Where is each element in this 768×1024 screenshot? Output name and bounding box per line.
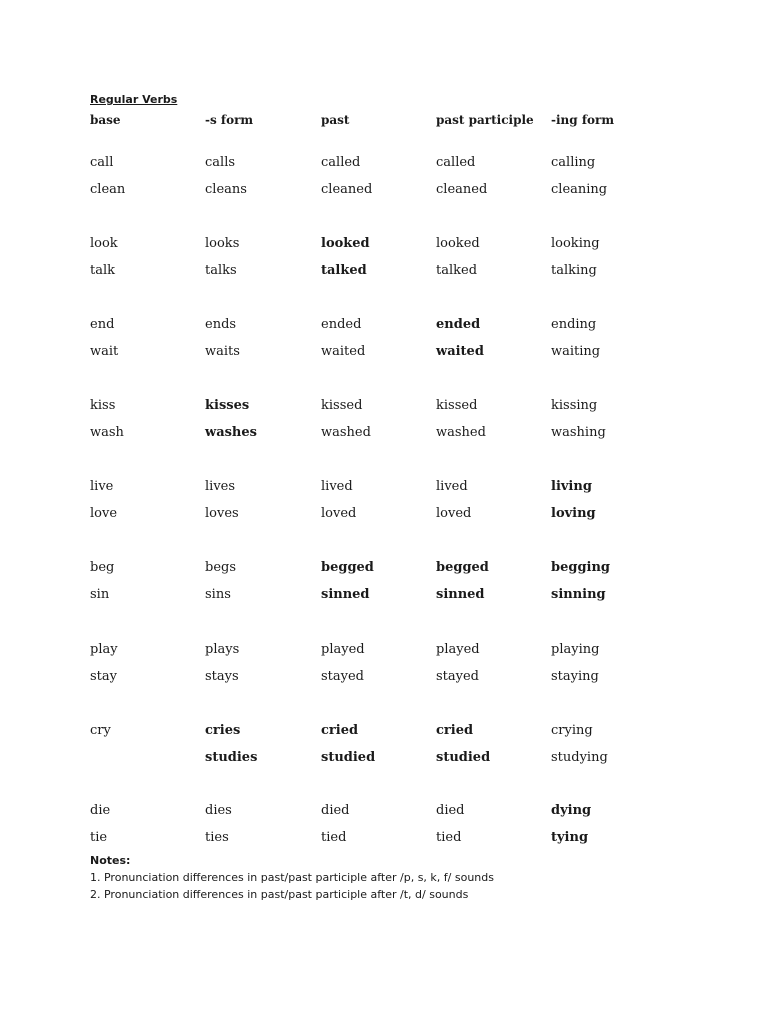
cell-ing-form: living <box>551 479 592 494</box>
cell-ing-form: begging <box>551 560 611 575</box>
cell-ing-form: playing <box>551 642 600 657</box>
cell-past: called <box>321 155 361 170</box>
cell-past-participle: tied <box>436 830 462 845</box>
cell-past-participle: cried <box>436 723 474 738</box>
cell-base: wait <box>90 344 119 359</box>
cell-past: sinned <box>321 587 370 602</box>
cell-past: loved <box>321 506 357 521</box>
cell-past-participle: sinned <box>436 587 485 602</box>
cell-ing-form: dying <box>551 803 592 818</box>
cell-past-participle: studied <box>436 750 491 765</box>
cell-s-form: loves <box>205 506 239 521</box>
cell-past: washed <box>321 425 371 440</box>
notes-section <box>90 852 494 903</box>
cell-past-participle: ended <box>436 317 481 332</box>
cell-base: clean <box>90 182 126 197</box>
cell-base: cry <box>90 723 111 738</box>
notes-heading: Notes: <box>90 854 131 867</box>
note-item: 1. Pronunciation differences in past/past participle after /p, s, k, f/ sounds <box>90 871 494 884</box>
cell-s-form: washes <box>205 425 257 440</box>
cell-s-form: lives <box>205 479 236 494</box>
cell-s-form: kisses <box>205 398 250 413</box>
cell-ing-form: cleaning <box>551 182 608 197</box>
cell-base: kiss <box>90 398 116 413</box>
cell-past-participle: waited <box>436 344 484 359</box>
cell-past-participle: begged <box>436 560 489 575</box>
cell-base: play <box>90 642 118 657</box>
column-header-base: base <box>90 113 121 127</box>
cell-past-participle: played <box>436 642 480 657</box>
cell-past-participle: talked <box>436 263 478 278</box>
cell-s-form: ends <box>205 317 237 332</box>
column-header-past-participle: past participle <box>436 113 534 127</box>
cell-ing-form: tying <box>551 830 589 845</box>
cell-past: begged <box>321 560 374 575</box>
cell-base: die <box>90 803 111 818</box>
cell-past-participle: cleaned <box>436 182 488 197</box>
cell-past-participle: kissed <box>436 398 478 413</box>
cell-past: tied <box>321 830 347 845</box>
cell-ing-form: waiting <box>551 344 601 359</box>
cell-ing-form: loving <box>551 506 596 521</box>
cell-ing-form: staying <box>551 669 599 684</box>
column-header-s-form: -s form <box>205 113 254 127</box>
cell-ing-form: calling <box>551 155 596 170</box>
note-item: 2. Pronunciation differences in past/past participle after /t, d/ sounds <box>90 888 469 901</box>
column-header-past: past <box>321 113 350 127</box>
cell-past: talked <box>321 263 367 278</box>
cell-s-form: cleans <box>205 182 247 197</box>
page-title: Regular Verbs <box>90 93 178 106</box>
cell-past: cried <box>321 723 359 738</box>
cell-ing-form: kissing <box>551 398 598 413</box>
cell-s-form: stays <box>205 669 239 684</box>
cell-past: played <box>321 642 365 657</box>
cell-past: waited <box>321 344 366 359</box>
cell-past: kissed <box>321 398 363 413</box>
cell-base: live <box>90 479 114 494</box>
cell-s-form: begs <box>205 560 237 575</box>
cell-ing-form: looking <box>551 236 600 251</box>
cell-s-form: waits <box>205 344 240 359</box>
cell-s-form: ties <box>205 830 229 845</box>
cell-s-form: plays <box>205 642 240 657</box>
cell-s-form: sins <box>205 587 231 602</box>
cell-base: look <box>90 236 118 251</box>
cell-past-participle: stayed <box>436 669 480 684</box>
cell-ing-form: studying <box>551 750 608 765</box>
cell-s-form: dies <box>205 803 232 818</box>
cell-s-form: calls <box>205 155 236 170</box>
cell-past-participle: loved <box>436 506 472 521</box>
cell-ing-form: talking <box>551 263 597 278</box>
cell-base: stay <box>90 669 117 684</box>
cell-base: tie <box>90 830 108 845</box>
cell-past: ended <box>321 317 362 332</box>
cell-past-participle: looked <box>436 236 480 251</box>
cell-s-form: cries <box>205 723 241 738</box>
cell-ing-form: sinning <box>551 587 606 602</box>
cell-base: end <box>90 317 115 332</box>
cell-base: beg <box>90 560 115 575</box>
cell-past-participle: washed <box>436 425 486 440</box>
cell-ing-form: ending <box>551 317 597 332</box>
cell-s-form: looks <box>205 236 240 251</box>
cell-past-participle: died <box>436 803 465 818</box>
column-header-ing-form: -ing form <box>551 113 615 127</box>
cell-past: cleaned <box>321 182 373 197</box>
cell-base: sin <box>90 587 110 602</box>
cell-past-participle: called <box>436 155 476 170</box>
cell-s-form: talks <box>205 263 237 278</box>
cell-base: talk <box>90 263 116 278</box>
cell-ing-form: crying <box>551 723 593 738</box>
cell-past: stayed <box>321 669 365 684</box>
cell-base: call <box>90 155 114 170</box>
cell-base: wash <box>90 425 124 440</box>
cell-ing-form: washing <box>551 425 606 440</box>
cell-past: died <box>321 803 350 818</box>
cell-past: lived <box>321 479 353 494</box>
cell-past: studied <box>321 750 376 765</box>
cell-past-participle: lived <box>436 479 468 494</box>
cell-base: love <box>90 506 118 521</box>
cell-past: looked <box>321 236 370 251</box>
cell-s-form: studies <box>205 750 258 765</box>
